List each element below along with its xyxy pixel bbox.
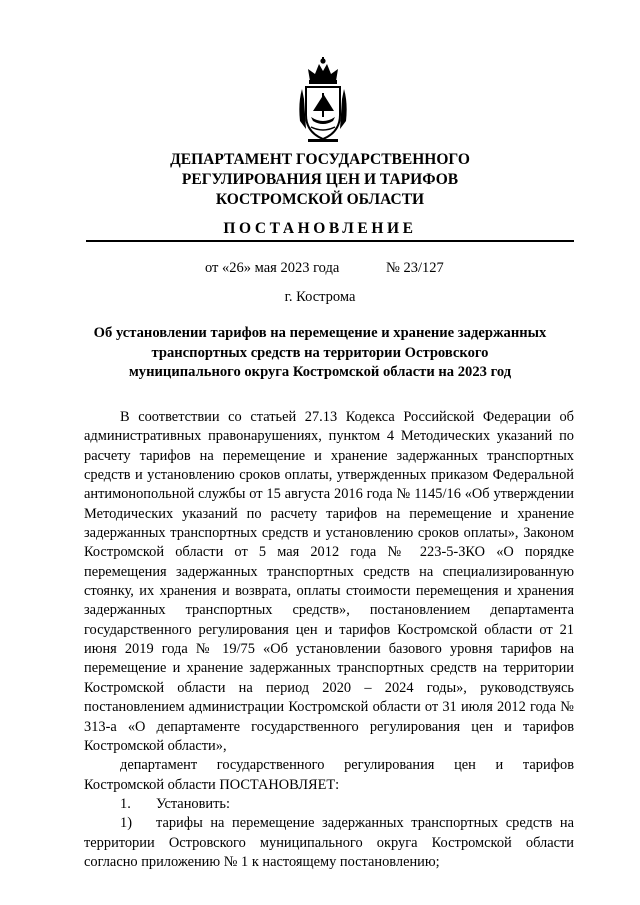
document-number: № 23/127	[386, 260, 444, 276]
subject-line: муниципального округа Костромской области на 2023 год	[128, 364, 512, 380]
subject-line: транспортных средств на территории Островского	[151, 344, 489, 361]
document-subject	[60, 324, 580, 383]
sub-list-item-text: тарифы на перемещение задержанных транспортных средств на территории Островского муниципального округа Костромской области согласно приложению № 1 к настоящему постановлению;	[84, 815, 574, 870]
department-line: КОСТРОМСКОЙ ОБЛАСТИ	[215, 191, 425, 208]
list-item	[84, 795, 574, 814]
kostroma-coat-of-arms-icon	[296, 55, 350, 143]
department-title	[60, 150, 580, 210]
department-line: РЕГУЛИРОВАНИЯ ЦЕН И ТАРИФОВ	[181, 171, 459, 188]
department-line: ДЕПАРТАМЕНТ ГОСУДАРСТВЕННОГО	[170, 151, 470, 168]
header-divider	[86, 240, 574, 242]
sub-list-item-marker: 1)	[120, 815, 132, 832]
subject-line: Об установлении тарифов на перемещение и хранение задержанных	[93, 325, 547, 341]
decree-paragraph: департамент государственного регулирования цен и тарифов Костромской области ПОСТАНОВЛЯЕТ:	[84, 757, 574, 793]
preamble-paragraph: В соответствии со статьей 27.13 Кодекса Российской Федерации об административных правонарушениях, пунктом 4 Методических указаний по расчету тарифов на перемещение и хранение задержанных транспортных средств и установлению сроков оплаты, утвержденных приказом Федеральной антимонопольной службы от 15 августа 2016 года № 1145/16 «Об утверждении Методических указаний по расчету тарифов на перемещение и хранение задержанных транспортных средств и установлению сроков оплаты», Законом Костромской области от 5 мая 2012 года № 223-5-ЗКО «О порядке перемещения задержанных транспортных средств на специализированную стоянку, их хранения и возврата, оплаты стоимости перемещения и хранения задержанных транспортных средств», постановлением департамента государственного регулирования цен и тарифов Костромской области от 21 июня 2019 года № 19/75 «Об установлении базового уровня тарифов на перемещение и хранение задержанных транспортных средств на территории Костромской области на период 2020 – 2024 годы», руководствуясь постановлением администрации Костромской области от 31 июля 2012 года № 313-а «О департаменте государственного регулирования цен и тарифов Костромской области»,	[84, 409, 574, 754]
document-type: ПОСТАНОВЛЕНИЕ	[223, 220, 417, 237]
document-date: от «26» мая 2023 года	[205, 260, 340, 276]
sub-list-item	[84, 814, 574, 872]
list-item-marker: 1.	[120, 795, 131, 812]
document-city: г. Кострома	[284, 289, 356, 305]
list-item-text: Установить:	[156, 795, 230, 812]
document-body	[84, 408, 574, 872]
